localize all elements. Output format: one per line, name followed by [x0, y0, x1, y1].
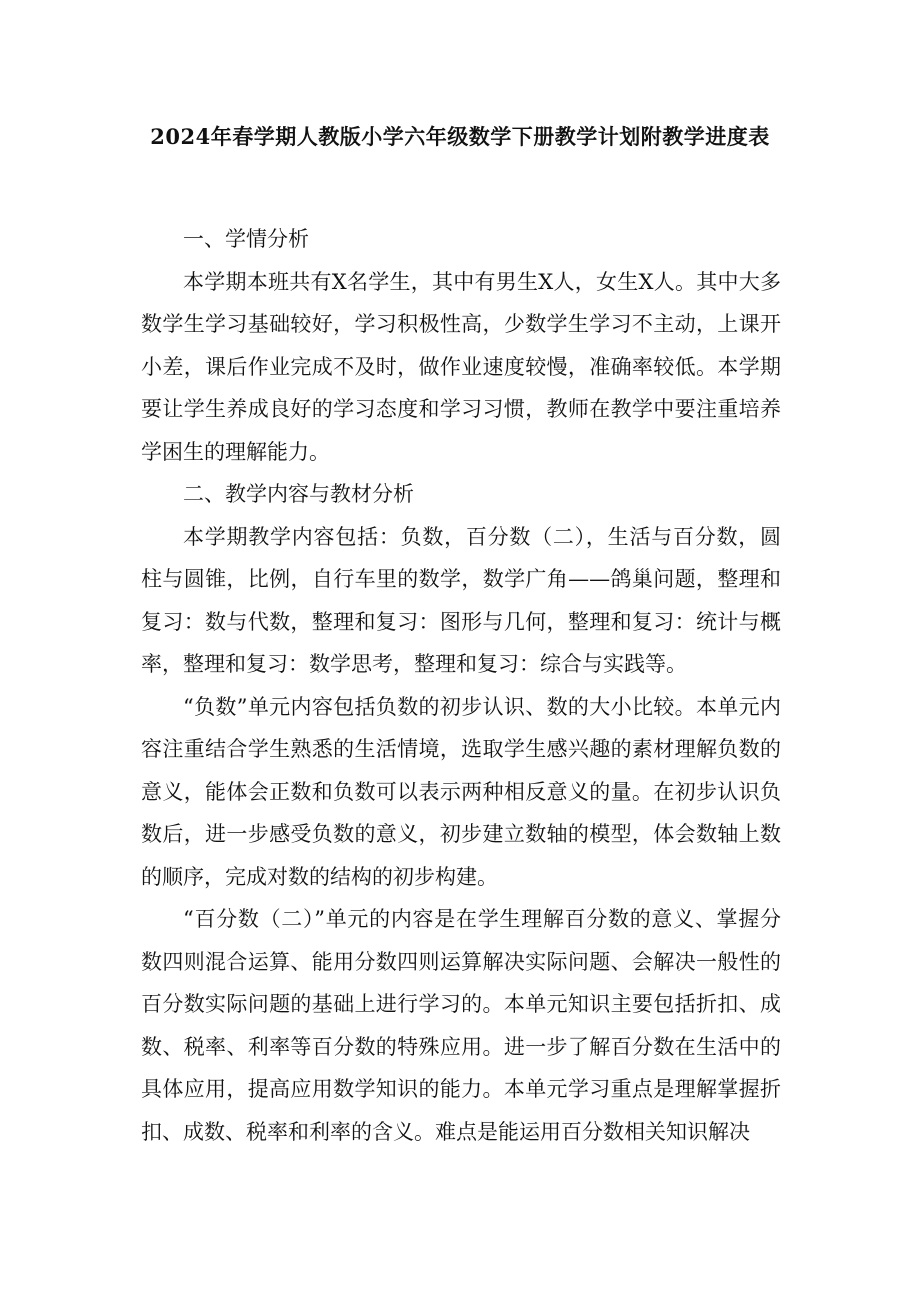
paragraph-student-analysis: 本学期本班共有X名学生，其中有男生X人，女生X人。其中大多数学生学习基础较好，学习积极性高，少数学生学习不主动，上课开小差，课后作业完成不及时，做作业速度较慢，准确率较低。本学期要让学生养成良好的学习态度和学习习惯，教师在教学中要注重培养学困生的理解能力。: [141, 269, 781, 464]
paragraph-negative-numbers: “负数”单元内容包括负数的初步认识、数的大小比较。本单元内容注重结合学生熟悉的生活情境，选取学生感兴趣的素材理解负数的意义，能体会正数和负数可以表示两种相反意义的量。在初步认识负数后，进一步感受负数的意义，初步建立数轴的模型，体会数轴上数的顺序，完成对数的结构的初步构建。: [141, 694, 781, 889]
section-heading-content-analysis: 二、教学内容与教材分析: [183, 482, 414, 506]
document-body: [141, 218, 781, 1153]
section-heading-student-analysis: 一、学情分析: [183, 227, 309, 251]
document-title: 2024年春学期人教版小学六年级数学下册教学计划附教学进度表: [150, 124, 770, 149]
paragraph-percentages: “百分数（二）”单元的内容是在学生理解百分数的意义、掌握分数四则混合运算、能用分数四则运算解决实际问题、会解决一般性的百分数实际问题的基础上进行学习的。本单元知识主要包括折扣、成数、税率、利率等百分数的特殊应用。进一步了解百分数在生活中的具体应用，提高应用数学知识的能力。本单元学习重点是理解掌握折扣、成数、税率和利率的含义。难点是能运用百分数相关知识解决: [141, 907, 781, 1144]
paragraph-content-overview: 本学期教学内容包括：负数，百分数（二），生活与百分数，圆柱与圆锥，比例，自行车里的数学，数学广角——鸽巢问题，整理和复习：数与代数，整理和复习：图形与几何，整理和复习：统计与概率，整理和复习：数学思考，整理和复习：综合与实践等。: [141, 524, 781, 676]
